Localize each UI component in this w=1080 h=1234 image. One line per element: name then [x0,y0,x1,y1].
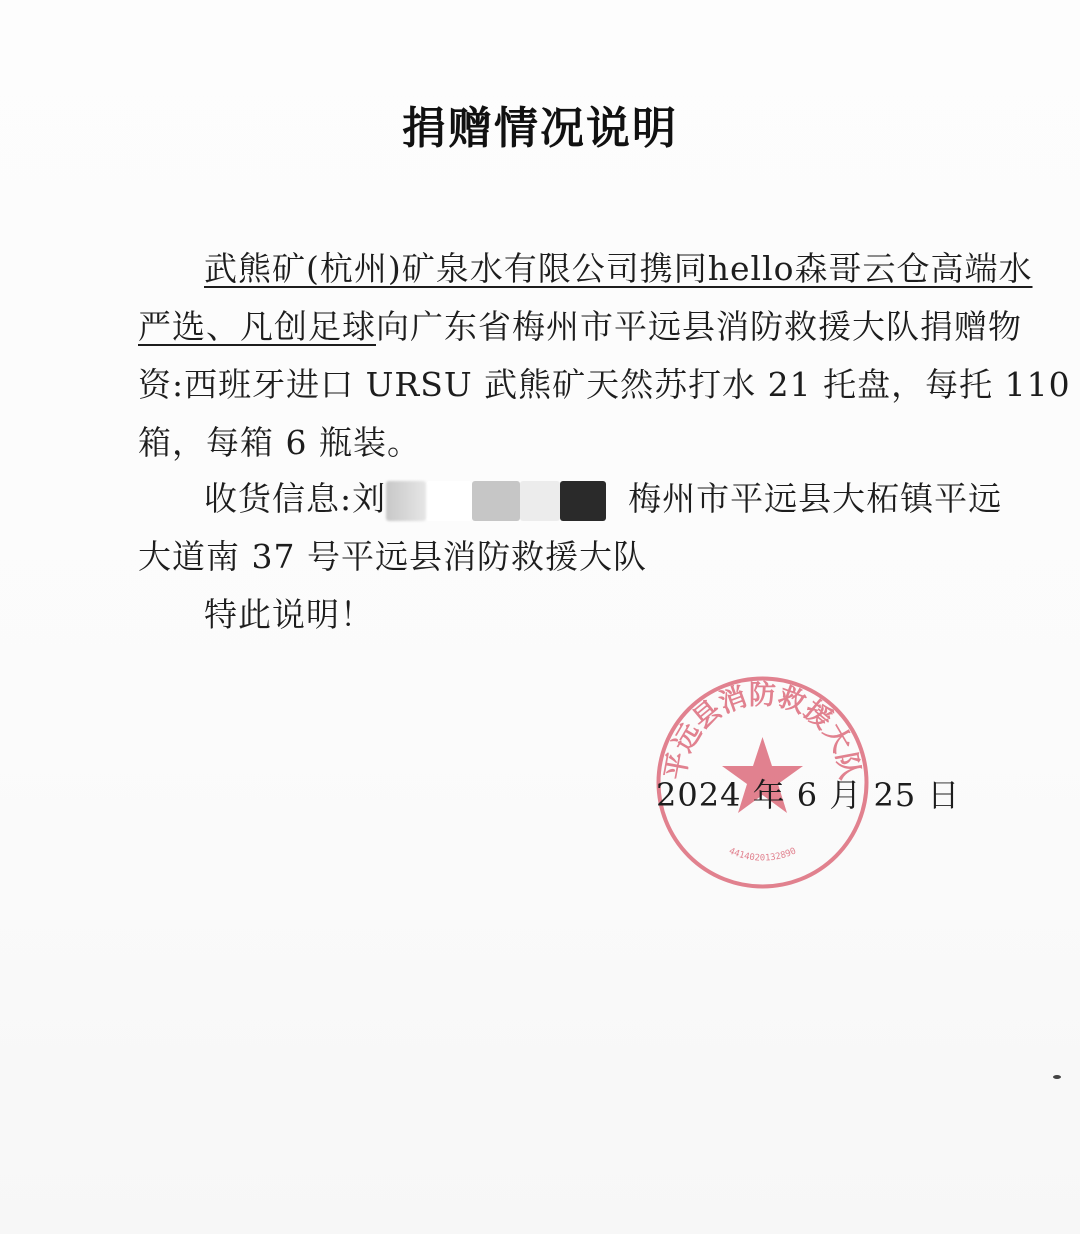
redaction-block [426,481,472,521]
redaction-block [386,481,426,521]
closing-text: 特此说明！ [204,595,374,634]
donor-names-part2: 严选、凡创足球 [138,307,376,346]
redaction-block [560,481,606,521]
shipping-address-part1: 梅州市平远县大柘镇平远 [628,479,1003,518]
seal-text: 平远县消防救援大队 [659,679,866,783]
shipping-address-part2: 大道南 37 号平远县消防救援大队 [138,537,647,576]
shipping-info-label: 收货信息:刘 [204,479,387,518]
document-date: 2024 年 6 月 25 日 [656,776,961,814]
recipient-text: 向广东省梅州市平远县消防救援大队捐赠物 [376,307,1022,346]
closing-line [138,586,953,644]
closing-paragraph [138,586,953,644]
paragraph1-line2 [138,298,1022,356]
scan-speck-icon [1052,1074,1062,1080]
shipping-info-paragraph [138,470,1003,586]
paragraph1-line1 [138,240,1033,298]
document-title: 捐赠情况说明 [402,103,678,154]
donor-names-part1: 武熊矿(杭州)矿泉水有限公司携同hello森哥云仓高端水 [204,249,1033,288]
shipping-info-line1 [138,470,1003,528]
paragraph1-line4: 箱，每箱 6 瓶装。 [138,423,421,462]
donation-paragraph [138,240,1071,472]
redaction-block [520,481,560,521]
redaction-block [472,481,520,521]
seal-code: 4414020132890 [727,846,798,864]
paragraph1-line3: 资:西班牙进口 URSU 武熊矿天然苏打水 21 托盘，每托 110 [138,365,1071,404]
